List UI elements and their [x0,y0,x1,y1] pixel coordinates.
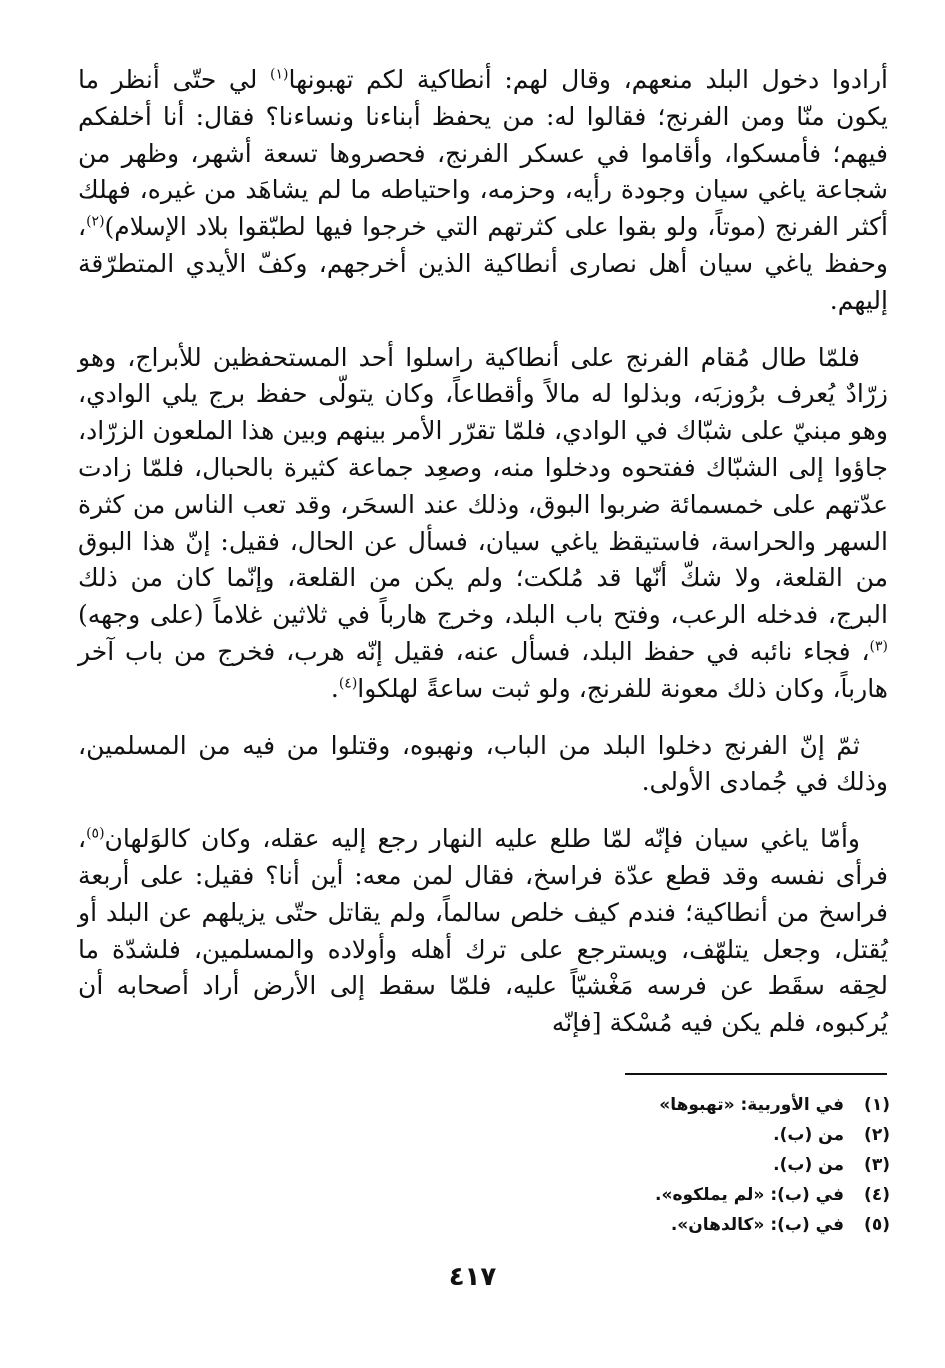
footnote-ref-4[interactable]: (٤) [338,675,358,692]
footnote-text: من (ب). [773,1125,844,1145]
main-text [78,62,888,1042]
text-run: وأمّا ياغي سيان فإنّه لمّا طلع عليه النهار رجع إليه عقله، وكان كالوَلهان [104,824,860,854]
footnote-number: (٢) [864,1125,890,1145]
footnote-text: في (ب): «لم يملكوه». [655,1185,844,1205]
footnote-number: (١) [864,1095,890,1115]
footnotes [490,1090,890,1240]
paragraph-2 [78,340,888,708]
text-run: فلمّا طال مُقام الفرنج على أنطاكية راسلوا أحد المستحفظين للأبراج، وهو زرّادٌ يُعرف برُوزبَه، وبذلوا له مالاً وأقطاعاً، وكان يتولّى حفظ برج يلي الوادي، وهو مبنيّ على شبّاك في الوادي، فلمّا تقرّر الأمر بينهم وبين هذا الملعون الزرّاد، جاؤوا إلى الشبّاك ففتحوه ودخلوا منه، وصعِد جماعة كثيرة بالحبال، فلمّا زادت عدّتهم على خمسمائة ضربوا البوق، وذلك عند السحَر، وقد تعب الناس من كثرة السهر والحراسة، فاستيقظ ياغي سيان، فسأل عن الحال، فقيل: إنّ هذا البوق من القلعة، ولا شكّ أنّها قد مُلكت؛ ولم يكن من القلعة، وإنّما كان من ذلك البرج، فدخله الرعب، وفتح باب البلد، وخرج هارباً في ثلاثين غلاماً (على وجهه) [78,342,888,630]
footnote-4 [490,1180,890,1210]
text-run: لي حتّى أنظر ما يكون منّا ومن الفرنج؛ فقالوا له: من يحفظ أبناءنا ونساءنا؟ فقال: أنا أخلفكم فيهم؛ فأمسكوا، وأقاموا في عسكر الفرنج، فحصروها تسعة أشهر، وظهر من شجاعة ياغي سيان وجودة رأيه، وحزمه، واحتياطه ما لم يشاهَد من غيره، فهلك أكثر الفرنج (موتاً، ولو بقوا على كثرتهم التي خرجوا فيها لطبّقوا بلاد الإسلام) [78,65,888,242]
text-run: أرادوا دخول البلد منعهم، وقال لهم: أنطاكية لكم تهبونها [288,65,888,94]
footnote-ref-3[interactable]: (٣) [869,638,888,655]
paragraph-3 [78,728,888,802]
footnote-number: (٥) [864,1215,890,1235]
text-run: . [330,673,339,703]
footnote-separator [625,1073,887,1075]
text-run: ثمّ إنّ الفرنج دخلوا البلد من الباب، ونهبوه، وقتلوا من فيه من المسلمين، وذلك في جُمادى الأولى. [78,730,888,797]
footnote-1 [490,1090,890,1120]
footnote-ref-1[interactable]: (١) [270,66,289,83]
paragraph-4 [78,821,888,1042]
footnote-5 [490,1210,890,1240]
footnote-text: في الأوربية: «تهبوها» [659,1095,844,1115]
footnote-ref-5[interactable]: (٥) [86,825,105,842]
footnote-number: (٣) [864,1155,890,1175]
text-run: ، فرأى نفسه وقد قطع عدّة فراسخ، فقال لمن معه: أين أنا؟ فقيل: على أربعة فراسخ من أنطاكية؛ فندم كيف خلص سالماً، ولم يقاتل حتّى يزيلهم عن البلد أو يُقتل، وجعل يتلهّف، ويسترجع على ترك أهله وأولاده والمسلمين، فلشدّة ما لحِقه سقَط عن فرسه مَغْشيّاً عليه، فلمّا سقط إلى الأرض أراد أصحابه أن يُركبوه، فلم يكن فيه مُسْكة [فإنّه [78,824,888,1038]
paragraph-1 [78,62,888,320]
footnote-3 [490,1150,890,1180]
footnote-text: من (ب). [773,1155,844,1175]
footnote-number: (٤) [864,1185,890,1205]
text-run: ، فجاء نائبه في حفظ البلد، فسأل عنه، فقيل إنّه هرب، فخرج من باب آخر هارباً، وكان ذلك معونة للفرنج، ولو ثبت ساعةً لهلكوا [78,636,888,703]
page-number: ٤١٧ [448,1262,497,1292]
footnote-text: في (ب): «كالدهان». [670,1215,844,1235]
text-run: ، وحفظ ياغي سيان أهل نصارى أنطاكية الذين أخرجهم، وكفّ الأيدي المتطرّقة إليهم. [78,212,888,315]
footnote-ref-2[interactable]: (٢) [86,213,105,230]
footnote-2 [490,1120,890,1150]
